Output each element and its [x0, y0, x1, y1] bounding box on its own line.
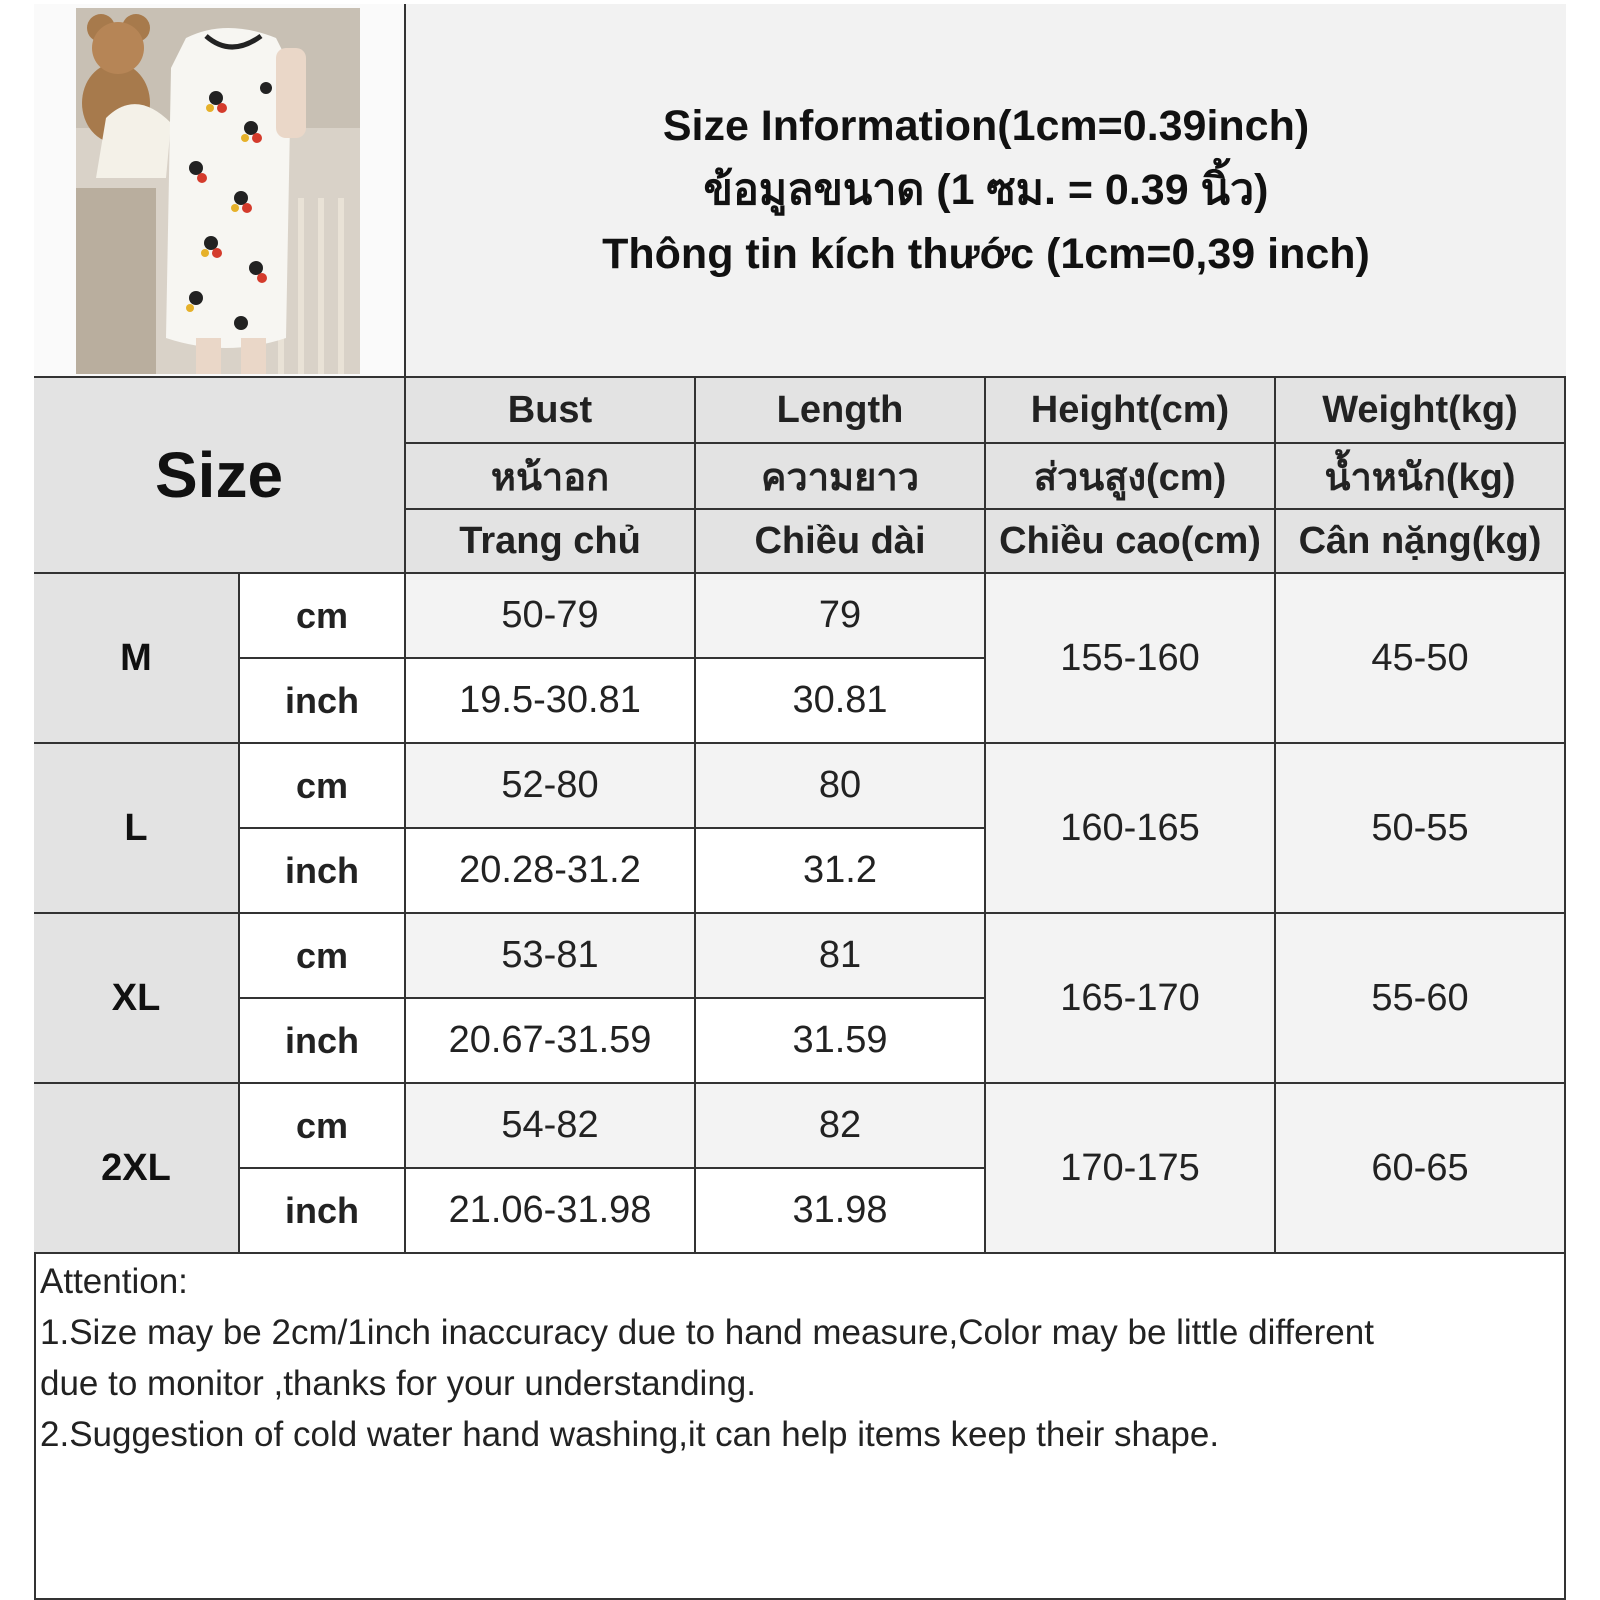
- height-value: 160-165: [986, 744, 1276, 914]
- weight-header-vi: Cân nặng(kg): [1276, 510, 1566, 574]
- length-cm-value: 81: [696, 914, 986, 999]
- bust-inch-value: 20.28-31.2: [406, 829, 696, 914]
- length-cm-value: 82: [696, 1084, 986, 1169]
- weight-header-th: น้ำหนัก(kg): [1276, 444, 1566, 510]
- title-thai: ข้อมูลขนาด (1 ซม. = 0.39 นิ้ว): [703, 166, 1269, 214]
- unit-cm: cm: [240, 574, 406, 659]
- title-vietnamese: Thông tin kích thước (1cm=0,39 inch): [602, 230, 1370, 278]
- height-header-en: Height(cm): [986, 378, 1276, 444]
- unit-cm: cm: [240, 1084, 406, 1169]
- unit-inch: inch: [240, 659, 406, 744]
- height-value: 155-160: [986, 574, 1276, 744]
- title-english: Size Information(1cm=0.39inch): [662, 102, 1310, 150]
- size-label-xl: XL: [34, 914, 240, 1084]
- model-photo: [76, 8, 360, 374]
- weight-value: 45-50: [1276, 574, 1566, 744]
- bust-inch-value: 21.06-31.98: [406, 1169, 696, 1254]
- bust-inch-value: 19.5-30.81: [406, 659, 696, 744]
- size-label-m: M: [34, 574, 240, 744]
- model-photo-icon: [76, 8, 360, 374]
- length-header-en: Length: [696, 378, 986, 444]
- length-inch-value: 31.98: [696, 1169, 986, 1254]
- height-value: 165-170: [986, 914, 1276, 1084]
- note-line-1-continued: due to monitor ,thanks for your understanding.: [40, 1364, 756, 1403]
- unit-cm: cm: [240, 744, 406, 829]
- length-header-vi: Chiều dài: [696, 510, 986, 574]
- bust-cm-value: 53-81: [406, 914, 696, 999]
- height-header-vi: Chiều cao(cm): [986, 510, 1276, 574]
- note-line-1: 1.Size may be 2cm/1inch inaccuracy due to hand measure,Color may be little different: [40, 1313, 1374, 1352]
- bust-header-th: หน้าอก: [406, 444, 696, 510]
- unit-cm: cm: [240, 914, 406, 999]
- note-line-2: 2.Suggestion of cold water hand washing,it can help items keep their shape.: [40, 1415, 1220, 1454]
- bust-header-vi: Trang chủ: [406, 510, 696, 574]
- photo-cell: [34, 4, 406, 378]
- size-label-2xl: 2XL: [34, 1084, 240, 1254]
- weight-header-en: Weight(kg): [1276, 378, 1566, 444]
- unit-inch: inch: [240, 999, 406, 1084]
- height-value: 170-175: [986, 1084, 1276, 1254]
- unit-inch: inch: [240, 829, 406, 914]
- attention-notes: [40, 1256, 1560, 1460]
- length-cm-value: 79: [696, 574, 986, 659]
- bust-inch-value: 20.67-31.59: [406, 999, 696, 1084]
- bust-cm-value: 52-80: [406, 744, 696, 829]
- length-cm-value: 80: [696, 744, 986, 829]
- height-header-th: ส่วนสูง(cm): [986, 444, 1276, 510]
- weight-value: 60-65: [1276, 1084, 1566, 1254]
- weight-value: 55-60: [1276, 914, 1566, 1084]
- length-inch-value: 31.2: [696, 829, 986, 914]
- length-inch-value: 30.81: [696, 659, 986, 744]
- bust-cm-value: 54-82: [406, 1084, 696, 1169]
- unit-inch: inch: [240, 1169, 406, 1254]
- length-inch-value: 31.59: [696, 999, 986, 1084]
- bust-header-en: Bust: [406, 378, 696, 444]
- length-header-th: ความยาว: [696, 444, 986, 510]
- size-label-l: L: [34, 744, 240, 914]
- size-header: Size: [34, 378, 406, 574]
- bust-cm-value: 50-79: [406, 574, 696, 659]
- weight-value: 50-55: [1276, 744, 1566, 914]
- attention-heading: Attention:: [40, 1262, 188, 1301]
- size-information-title: [406, 4, 1566, 378]
